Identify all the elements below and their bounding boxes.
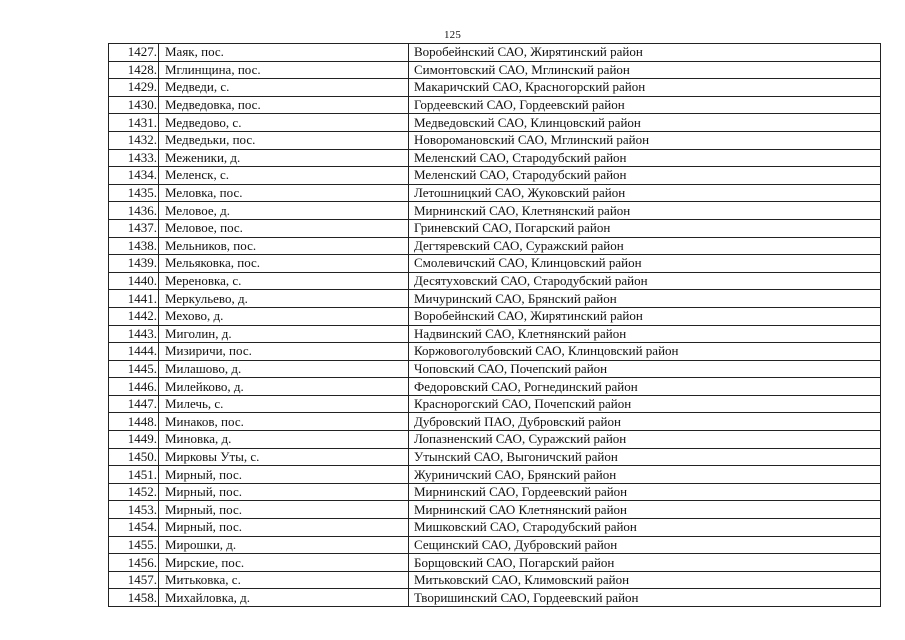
table-row bbox=[109, 343, 881, 361]
district-cell: Творишинский САО, Гордеевский район bbox=[409, 589, 881, 607]
row-number-cell: 1450. bbox=[109, 448, 159, 466]
settlement-name-cell: Миновка, д. bbox=[159, 431, 409, 449]
settlement-name-cell: Мирковы Уты, с. bbox=[159, 448, 409, 466]
settlement-table bbox=[108, 43, 881, 607]
row-number-cell: 1453. bbox=[109, 501, 159, 519]
table-row bbox=[109, 466, 881, 484]
row-number-cell: 1451. bbox=[109, 466, 159, 484]
district-cell: Десятуховский САО, Стародубский район bbox=[409, 272, 881, 290]
table-row bbox=[109, 61, 881, 79]
row-number-cell: 1444. bbox=[109, 343, 159, 361]
table-row bbox=[109, 149, 881, 167]
district-cell: Новоромановский САО, Мглинский район bbox=[409, 131, 881, 149]
row-number-cell: 1437. bbox=[109, 219, 159, 237]
district-cell: Федоровский САО, Рогнединский район bbox=[409, 378, 881, 396]
district-cell: Мирнинский САО, Гордеевский район bbox=[409, 483, 881, 501]
table-row bbox=[109, 184, 881, 202]
district-cell: Борщовский САО, Погарский район bbox=[409, 554, 881, 572]
district-cell: Утынский САО, Выгоничский район bbox=[409, 448, 881, 466]
settlement-name-cell: Мирские, пос. bbox=[159, 554, 409, 572]
table-row bbox=[109, 114, 881, 132]
row-number-cell: 1433. bbox=[109, 149, 159, 167]
settlement-name-cell: Меркульево, д. bbox=[159, 290, 409, 308]
district-cell: Воробейнский САО, Жирятинский район bbox=[409, 307, 881, 325]
row-number-cell: 1442. bbox=[109, 307, 159, 325]
table-row bbox=[109, 96, 881, 114]
row-number-cell: 1435. bbox=[109, 184, 159, 202]
table-row bbox=[109, 131, 881, 149]
row-number-cell: 1430. bbox=[109, 96, 159, 114]
settlement-name-cell: Медведьки, пос. bbox=[159, 131, 409, 149]
district-cell: Коржовоголубовский САО, Клинцовский район bbox=[409, 343, 881, 361]
table-row bbox=[109, 378, 881, 396]
row-number-cell: 1428. bbox=[109, 61, 159, 79]
district-cell: Летошницкий САО, Жуковский район bbox=[409, 184, 881, 202]
district-cell: Меленский САО, Стародубский район bbox=[409, 149, 881, 167]
table-row bbox=[109, 272, 881, 290]
table-row bbox=[109, 79, 881, 97]
district-cell: Мичуринский САО, Брянский район bbox=[409, 290, 881, 308]
settlement-name-cell: Милашово, д. bbox=[159, 360, 409, 378]
table-row bbox=[109, 554, 881, 572]
settlement-name-cell: Минаков, пос. bbox=[159, 413, 409, 431]
settlement-name-cell: Медведово, с. bbox=[159, 114, 409, 132]
settlement-name-cell: Мирошки, д. bbox=[159, 536, 409, 554]
table-row bbox=[109, 237, 881, 255]
district-cell: Чоповский САО, Почепский район bbox=[409, 360, 881, 378]
row-number-cell: 1455. bbox=[109, 536, 159, 554]
row-number-cell: 1427. bbox=[109, 44, 159, 62]
district-cell: Медведовский САО, Клинцовский район bbox=[409, 114, 881, 132]
district-cell: Надвинский САО, Клетнянский район bbox=[409, 325, 881, 343]
settlement-table-body bbox=[109, 44, 881, 607]
district-cell: Воробейнский САО, Жирятинский район bbox=[409, 44, 881, 62]
settlement-name-cell: Мглинщина, пос. bbox=[159, 61, 409, 79]
district-cell: Гордеевский САО, Гордеевский район bbox=[409, 96, 881, 114]
table-row bbox=[109, 219, 881, 237]
settlement-name-cell: Мельников, пос. bbox=[159, 237, 409, 255]
settlement-name-cell: Милейково, д. bbox=[159, 378, 409, 396]
settlement-name-cell: Меловое, пос. bbox=[159, 219, 409, 237]
district-cell: Гриневский САО, Погарский район bbox=[409, 219, 881, 237]
table-row bbox=[109, 290, 881, 308]
table-row bbox=[109, 360, 881, 378]
settlement-name-cell: Михайловка, д. bbox=[159, 589, 409, 607]
row-number-cell: 1438. bbox=[109, 237, 159, 255]
district-cell: Митьковский САО, Климовский район bbox=[409, 571, 881, 589]
settlement-name-cell: Мирный, пос. bbox=[159, 519, 409, 537]
district-cell: Краснорогский САО, Почепский район bbox=[409, 395, 881, 413]
district-cell: Мишковский САО, Стародубский район bbox=[409, 519, 881, 537]
district-cell: Мирнинский САО, Клетнянский район bbox=[409, 202, 881, 220]
row-number-cell: 1456. bbox=[109, 554, 159, 572]
table-row bbox=[109, 202, 881, 220]
row-number-cell: 1452. bbox=[109, 483, 159, 501]
table-row bbox=[109, 501, 881, 519]
row-number-cell: 1431. bbox=[109, 114, 159, 132]
table-row bbox=[109, 395, 881, 413]
settlement-name-cell: Мереновка, с. bbox=[159, 272, 409, 290]
settlement-name-cell: Митьковка, с. bbox=[159, 571, 409, 589]
row-number-cell: 1457. bbox=[109, 571, 159, 589]
row-number-cell: 1454. bbox=[109, 519, 159, 537]
table-row bbox=[109, 536, 881, 554]
row-number-cell: 1436. bbox=[109, 202, 159, 220]
table-row bbox=[109, 589, 881, 607]
row-number-cell: 1445. bbox=[109, 360, 159, 378]
page-number: 125 bbox=[443, 29, 462, 41]
table-row bbox=[109, 255, 881, 273]
settlement-name-cell: Меженики, д. bbox=[159, 149, 409, 167]
district-cell: Сещинский САО, Дубровский район bbox=[409, 536, 881, 554]
row-number-cell: 1432. bbox=[109, 131, 159, 149]
table-row bbox=[109, 519, 881, 537]
settlement-name-cell: Милечь, с. bbox=[159, 395, 409, 413]
district-cell: Макаричский САО, Красногорский район bbox=[409, 79, 881, 97]
district-cell: Дегтяревский САО, Суражский район bbox=[409, 237, 881, 255]
district-cell: Мирнинский САО Клетнянский район bbox=[409, 501, 881, 519]
table-row bbox=[109, 325, 881, 343]
row-number-cell: 1447. bbox=[109, 395, 159, 413]
settlement-name-cell: Миголин, д. bbox=[159, 325, 409, 343]
table-row bbox=[109, 44, 881, 62]
table-row bbox=[109, 571, 881, 589]
row-number-cell: 1434. bbox=[109, 167, 159, 185]
settlement-name-cell: Мирный, пос. bbox=[159, 501, 409, 519]
table-row bbox=[109, 167, 881, 185]
table-row bbox=[109, 307, 881, 325]
district-cell: Журиничский САО, Брянский район bbox=[409, 466, 881, 484]
settlement-name-cell: Мирный, пос. bbox=[159, 483, 409, 501]
table-row bbox=[109, 431, 881, 449]
district-cell: Смолевичский САО, Клинцовский район bbox=[409, 255, 881, 273]
row-number-cell: 1429. bbox=[109, 79, 159, 97]
table-row bbox=[109, 448, 881, 466]
row-number-cell: 1449. bbox=[109, 431, 159, 449]
table-row bbox=[109, 483, 881, 501]
row-number-cell: 1448. bbox=[109, 413, 159, 431]
settlement-name-cell: Мельяковка, пос. bbox=[159, 255, 409, 273]
settlement-name-cell: Меловка, пос. bbox=[159, 184, 409, 202]
settlement-name-cell: Маяк, пос. bbox=[159, 44, 409, 62]
district-cell: Меленский САО, Стародубский район bbox=[409, 167, 881, 185]
settlement-name-cell: Медведовка, пос. bbox=[159, 96, 409, 114]
row-number-cell: 1458. bbox=[109, 589, 159, 607]
settlement-name-cell: Мехово, д. bbox=[159, 307, 409, 325]
row-number-cell: 1443. bbox=[109, 325, 159, 343]
district-cell: Симонтовский САО, Мглинский район bbox=[409, 61, 881, 79]
settlement-name-cell: Мизиричи, пос. bbox=[159, 343, 409, 361]
row-number-cell: 1440. bbox=[109, 272, 159, 290]
district-cell: Дубровский ПАО, Дубровский район bbox=[409, 413, 881, 431]
settlement-name-cell: Меленск, с. bbox=[159, 167, 409, 185]
table-row bbox=[109, 413, 881, 431]
settlement-name-cell: Медведи, с. bbox=[159, 79, 409, 97]
row-number-cell: 1446. bbox=[109, 378, 159, 396]
row-number-cell: 1441. bbox=[109, 290, 159, 308]
district-cell: Лопазненский САО, Суражский район bbox=[409, 431, 881, 449]
settlement-name-cell: Меловое, д. bbox=[159, 202, 409, 220]
settlement-name-cell: Мирный, пос. bbox=[159, 466, 409, 484]
row-number-cell: 1439. bbox=[109, 255, 159, 273]
